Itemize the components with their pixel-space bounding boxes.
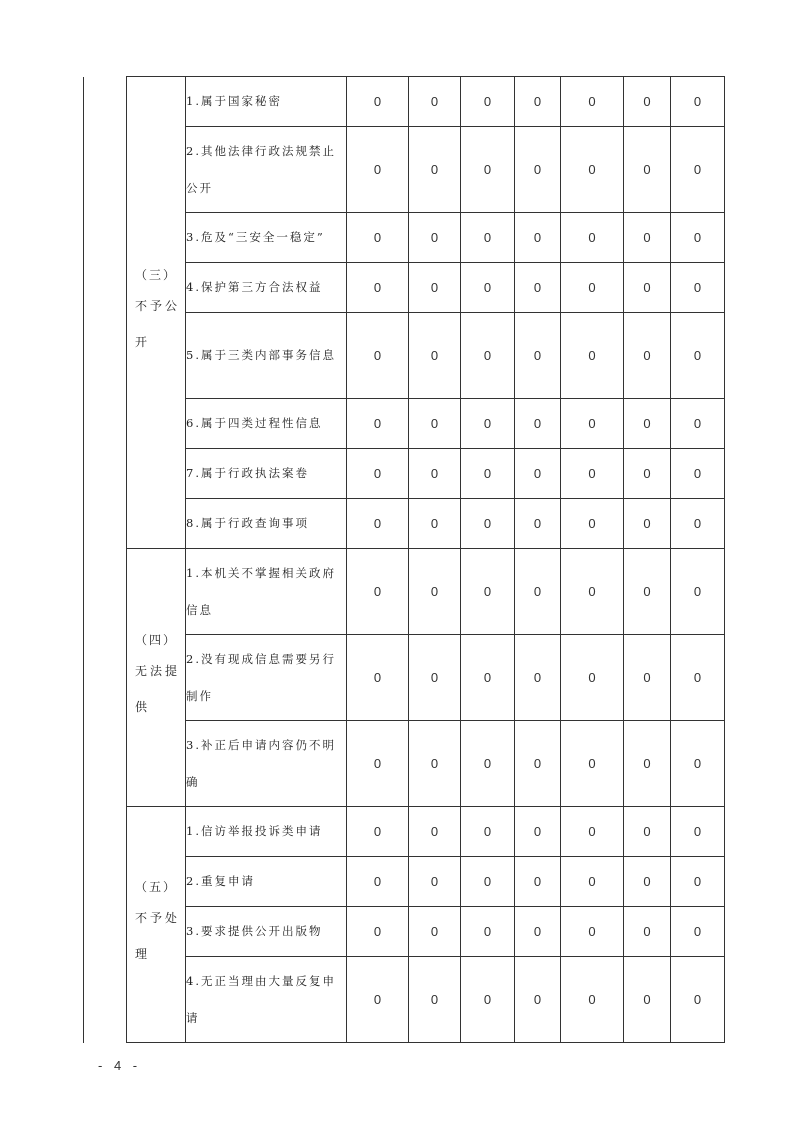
- value-cell: 0: [461, 77, 515, 127]
- value-cell: 0: [624, 399, 671, 449]
- category-label-line: 理: [135, 946, 151, 961]
- value-cell: 0: [561, 957, 624, 1043]
- value-cell: 0: [409, 127, 461, 213]
- value-cell: 0: [624, 635, 671, 721]
- value-cell: 0: [671, 635, 725, 721]
- item-label: 1.本机关不掌握相关政府信息: [186, 549, 347, 635]
- item-label: 5.属于三类内部事务信息: [186, 313, 347, 399]
- value-cell: 0: [461, 807, 515, 857]
- value-cell: 0: [461, 721, 515, 807]
- category-label-line: 不予处: [135, 910, 181, 925]
- item-label: 3.补正后申请内容仍不明确: [186, 721, 347, 807]
- value-cell: 0: [409, 907, 461, 957]
- value-cell: 0: [409, 399, 461, 449]
- category-number: （三）: [134, 267, 177, 282]
- table-row: [84, 549, 725, 635]
- value-cell: 0: [347, 313, 409, 399]
- disclosure-statistics-table: [83, 76, 725, 1043]
- item-label: 6.属于四类过程性信息: [186, 399, 347, 449]
- value-cell: 0: [409, 77, 461, 127]
- value-cell: 0: [515, 399, 561, 449]
- value-cell: 0: [671, 857, 725, 907]
- category-label-line: 不予公: [135, 298, 181, 313]
- value-cell: 0: [671, 213, 725, 263]
- value-cell: 0: [515, 127, 561, 213]
- category-label-line: 供: [135, 699, 151, 714]
- value-cell: 0: [409, 449, 461, 499]
- value-cell: 0: [515, 857, 561, 907]
- value-cell: 0: [347, 807, 409, 857]
- value-cell: 0: [409, 549, 461, 635]
- value-cell: 0: [671, 263, 725, 313]
- value-cell: 0: [671, 499, 725, 549]
- value-cell: 0: [347, 77, 409, 127]
- value-cell: 0: [409, 499, 461, 549]
- item-label: 7.属于行政执法案卷: [186, 449, 347, 499]
- value-cell: 0: [561, 857, 624, 907]
- value-cell: 0: [461, 907, 515, 957]
- value-cell: 0: [671, 127, 725, 213]
- value-cell: 0: [561, 213, 624, 263]
- value-cell: 0: [671, 807, 725, 857]
- value-cell: 0: [347, 213, 409, 263]
- value-cell: 0: [671, 313, 725, 399]
- value-cell: 0: [561, 263, 624, 313]
- value-cell: 0: [515, 449, 561, 499]
- value-cell: 0: [515, 313, 561, 399]
- value-cell: 0: [347, 857, 409, 907]
- value-cell: 0: [515, 77, 561, 127]
- item-label: 1.属于国家秘密: [186, 77, 347, 127]
- value-cell: 0: [671, 721, 725, 807]
- value-cell: 0: [561, 549, 624, 635]
- value-cell: 0: [461, 399, 515, 449]
- value-cell: 0: [347, 721, 409, 807]
- value-cell: 0: [624, 857, 671, 907]
- value-cell: 0: [347, 263, 409, 313]
- item-label: 1.信访举报投诉类申请: [186, 807, 347, 857]
- value-cell: 0: [671, 399, 725, 449]
- value-cell: 0: [409, 263, 461, 313]
- value-cell: 0: [561, 77, 624, 127]
- value-cell: 0: [347, 127, 409, 213]
- item-label: 2.其他法律行政法规禁止公开: [186, 127, 347, 213]
- item-label: 4.无正当理由大量反复申请: [186, 957, 347, 1043]
- value-cell: 0: [561, 499, 624, 549]
- value-cell: 0: [515, 635, 561, 721]
- value-cell: 0: [409, 635, 461, 721]
- left-margin-cell: [84, 77, 127, 1043]
- value-cell: 0: [624, 957, 671, 1043]
- value-cell: 0: [347, 549, 409, 635]
- value-cell: 0: [671, 957, 725, 1043]
- table-row: [84, 807, 725, 857]
- value-cell: 0: [347, 499, 409, 549]
- value-cell: 0: [409, 213, 461, 263]
- value-cell: 0: [624, 807, 671, 857]
- value-cell: 0: [461, 549, 515, 635]
- value-cell: 0: [561, 721, 624, 807]
- value-cell: 0: [561, 399, 624, 449]
- value-cell: 0: [409, 957, 461, 1043]
- value-cell: 0: [624, 263, 671, 313]
- value-cell: 0: [515, 807, 561, 857]
- item-label: 4.保护第三方合法权益: [186, 263, 347, 313]
- value-cell: 0: [561, 635, 624, 721]
- value-cell: 0: [461, 213, 515, 263]
- value-cell: 0: [461, 313, 515, 399]
- value-cell: 0: [515, 957, 561, 1043]
- value-cell: 0: [409, 313, 461, 399]
- value-cell: 0: [515, 721, 561, 807]
- value-cell: 0: [624, 449, 671, 499]
- category-cell: [127, 807, 186, 1043]
- item-label: 2.没有现成信息需要另行制作: [186, 635, 347, 721]
- value-cell: 0: [624, 721, 671, 807]
- value-cell: 0: [624, 213, 671, 263]
- item-label: 3.要求提供公开出版物: [186, 907, 347, 957]
- value-cell: 0: [409, 807, 461, 857]
- category-number: （五）: [134, 879, 177, 894]
- table-row: [84, 77, 725, 127]
- value-cell: 0: [347, 957, 409, 1043]
- value-cell: 0: [624, 77, 671, 127]
- page-number: - 4 -: [98, 1058, 142, 1073]
- category-label-line: 开: [135, 334, 151, 349]
- value-cell: 0: [461, 957, 515, 1043]
- value-cell: 0: [671, 77, 725, 127]
- value-cell: 0: [624, 549, 671, 635]
- value-cell: 0: [409, 721, 461, 807]
- value-cell: 0: [409, 857, 461, 907]
- value-cell: 0: [561, 907, 624, 957]
- value-cell: 0: [347, 449, 409, 499]
- item-label: 8.属于行政查询事项: [186, 499, 347, 549]
- value-cell: 0: [624, 313, 671, 399]
- table-body: [84, 77, 725, 1043]
- value-cell: 0: [561, 127, 624, 213]
- category-number: （四）: [134, 632, 177, 647]
- value-cell: 0: [671, 449, 725, 499]
- value-cell: 0: [624, 907, 671, 957]
- value-cell: 0: [461, 635, 515, 721]
- value-cell: 0: [347, 907, 409, 957]
- value-cell: 0: [561, 449, 624, 499]
- item-label: 3.危及“三安全一稳定”: [186, 213, 347, 263]
- value-cell: 0: [347, 399, 409, 449]
- value-cell: 0: [515, 499, 561, 549]
- value-cell: 0: [461, 499, 515, 549]
- value-cell: 0: [515, 549, 561, 635]
- value-cell: 0: [515, 213, 561, 263]
- value-cell: 0: [561, 313, 624, 399]
- value-cell: 0: [515, 263, 561, 313]
- value-cell: 0: [461, 127, 515, 213]
- value-cell: 0: [461, 263, 515, 313]
- category-label-line: 无法提: [135, 663, 181, 678]
- value-cell: 0: [624, 127, 671, 213]
- value-cell: 0: [515, 907, 561, 957]
- value-cell: 0: [347, 635, 409, 721]
- value-cell: 0: [461, 857, 515, 907]
- category-cell: [127, 77, 186, 549]
- item-label: 2.重复申请: [186, 857, 347, 907]
- value-cell: 0: [624, 499, 671, 549]
- value-cell: 0: [561, 807, 624, 857]
- category-cell: [127, 549, 186, 807]
- value-cell: 0: [671, 549, 725, 635]
- value-cell: 0: [461, 449, 515, 499]
- value-cell: 0: [671, 907, 725, 957]
